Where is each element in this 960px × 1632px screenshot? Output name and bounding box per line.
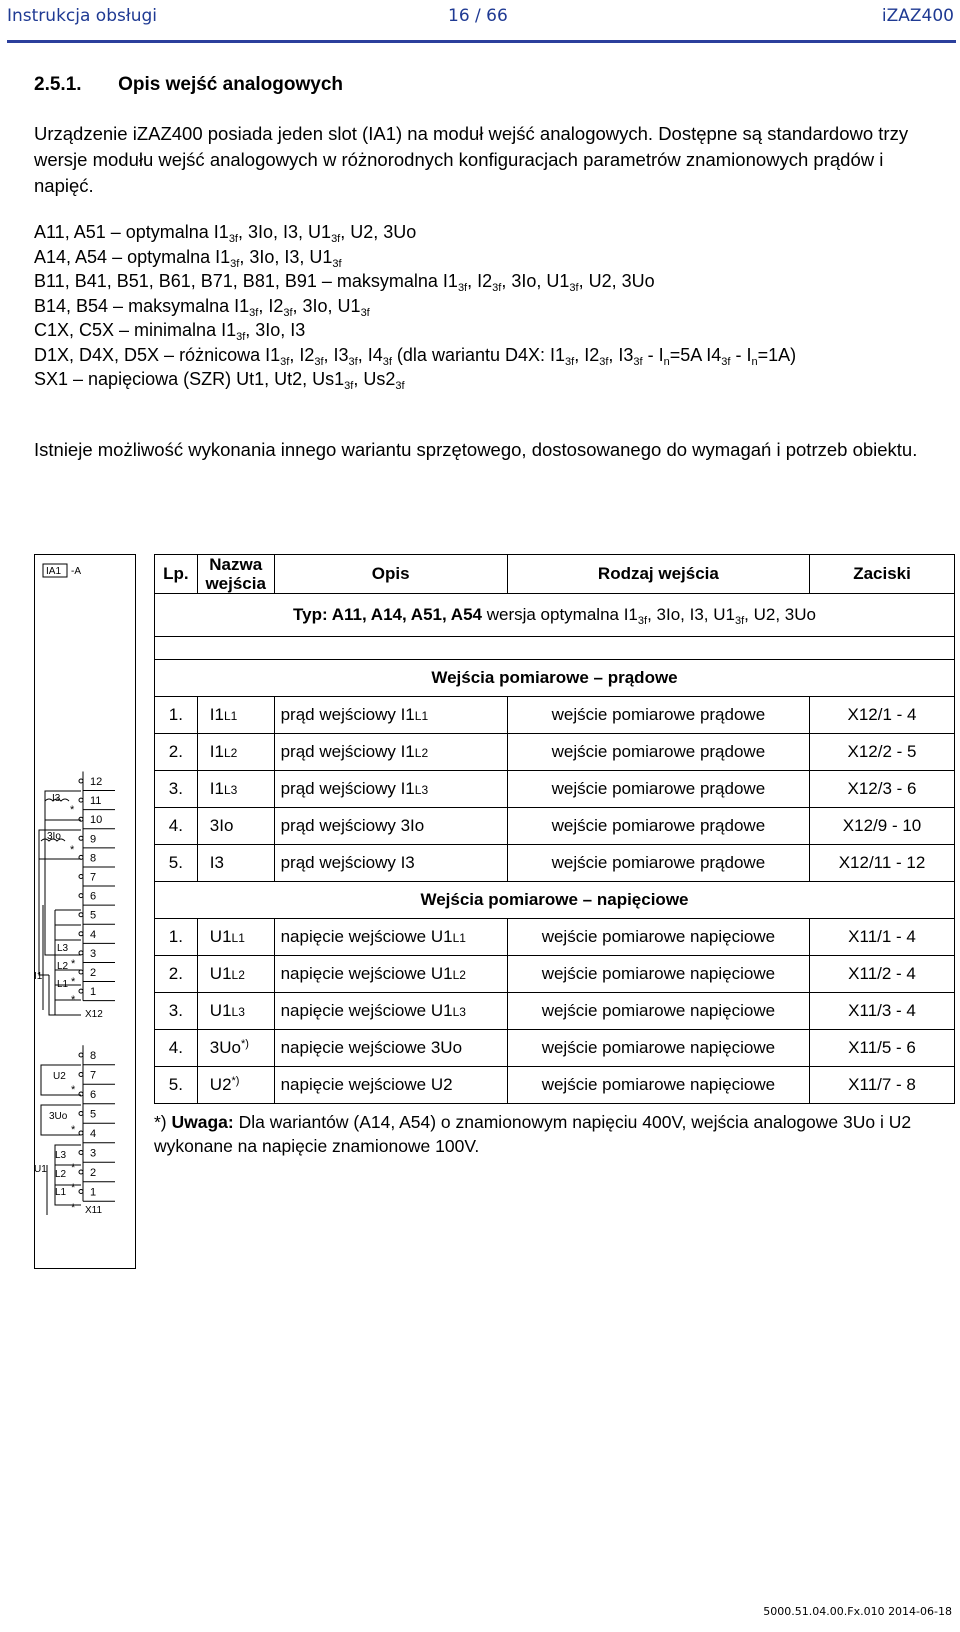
cell-lp: 2.	[155, 956, 198, 993]
header-name	[197, 555, 274, 594]
cell-zaciski: X12/11 - 12	[810, 845, 955, 882]
star-mark: *	[71, 976, 76, 988]
sub: 3f	[249, 306, 259, 319]
table-row	[155, 734, 955, 771]
terminal-number: 4	[90, 1128, 97, 1140]
star-mark: *	[70, 844, 75, 856]
opis-text: prąd wejściowy I1	[280, 779, 415, 798]
terminal-pin	[79, 875, 83, 879]
group-current-row	[155, 660, 955, 697]
opis-text: napięcie wejściowe U1	[280, 1001, 453, 1020]
text: A14, A54 – optymalna I1	[34, 246, 231, 267]
sub: 3f	[395, 380, 405, 392]
cell-rodzaj: wejście pomiarowe napięciowe	[507, 956, 809, 993]
name-superscript: *)	[240, 1038, 249, 1050]
variant-line-6	[34, 343, 954, 368]
header-product: iZAZ400	[881, 6, 954, 26]
cell-opis	[274, 845, 507, 882]
name-subscript: L1	[231, 931, 245, 945]
cell-name	[197, 697, 274, 734]
sub: n	[751, 355, 758, 368]
name-subscript: L1	[223, 709, 238, 723]
sub: 3f	[331, 233, 341, 245]
name-subscript: L2	[231, 968, 245, 982]
name-superscript: *)	[231, 1075, 240, 1087]
terminal-pin	[79, 989, 83, 993]
text: , I2	[258, 295, 284, 316]
header-opis: Opis	[274, 555, 507, 594]
terminal-pin	[79, 1053, 83, 1057]
cell-zaciski: X11/1 - 4	[810, 919, 955, 956]
star-mark: *	[71, 1202, 76, 1214]
terminal-pin	[79, 913, 83, 917]
header-lp: Lp.	[155, 555, 198, 594]
module-label: IA1	[46, 566, 62, 577]
cell-lp: 3.	[155, 993, 198, 1030]
sub: 3f	[360, 306, 370, 319]
opis-text: prąd wejściowy I1	[280, 742, 415, 761]
sub: 3f	[599, 355, 609, 368]
cell-zaciski: X12/9 - 10	[810, 808, 955, 845]
name-text: 3Io	[209, 816, 234, 835]
opis-text: napięcie wejściowe U1	[280, 927, 453, 946]
sub: 3f	[565, 355, 575, 368]
cell-rodzaj: wejście pomiarowe prądowe	[507, 697, 809, 734]
variant-line-2	[34, 245, 954, 270]
opis-subscript: L1	[452, 931, 466, 945]
terminal-number: 3	[90, 947, 97, 960]
intro-paragraph: Urządzenie iZAZ400 posiada jeden slot (IA1) na moduł wejść analogowych. Dostępne są standardowo trzy wersje modułu wejść analogowych w różnorodnych konfiguracjach parametrów znamionowych prądów i napięć.	[34, 123, 909, 196]
x11-label: X11	[85, 1205, 103, 1216]
sub: 3f	[314, 355, 324, 368]
cell-name	[197, 1067, 274, 1104]
terminal-number: 2	[90, 967, 97, 979]
cell-zaciski: X12/2 - 5	[810, 734, 955, 771]
cell-rodzaj: wejście pomiarowe prądowe	[507, 734, 809, 771]
sub: 3f	[280, 355, 290, 368]
terminal-number: 5	[90, 909, 97, 922]
text: , I2	[467, 271, 493, 291]
terminal-pin	[79, 1151, 83, 1155]
text: , 3Io, I3, U1	[239, 246, 333, 267]
table-row	[155, 956, 955, 993]
table-header-row	[155, 555, 955, 594]
cell-lp: 5.	[155, 1067, 198, 1104]
name-text: I1	[209, 779, 224, 798]
coil-label-i3: I3	[52, 793, 61, 804]
cell-opis	[274, 956, 507, 993]
cell-lp: 1.	[155, 697, 198, 734]
voltage-rows	[155, 919, 955, 1104]
terminal-number: 8	[90, 1050, 97, 1062]
star-mark: *	[71, 958, 76, 970]
cell-name	[197, 956, 274, 993]
opis-text: napięcie wejściowe U2	[280, 1075, 453, 1094]
text: , 3Io, I3, U1	[238, 222, 332, 242]
opis-text: napięcie wejściowe 3Uo	[280, 1038, 463, 1057]
type-text: wersja optymalna I1	[481, 605, 638, 624]
cell-rodzaj: wejście pomiarowe napięciowe	[507, 1030, 809, 1067]
terminal-number: 5	[90, 1108, 97, 1121]
terminal-number: 3	[90, 1147, 97, 1160]
name-text: I3	[209, 853, 224, 872]
terminal-number: 1	[90, 986, 97, 999]
cell-name	[197, 845, 274, 882]
coil-label-l2: L2	[57, 961, 69, 972]
text: , U2, 3Uo	[340, 222, 417, 242]
type-models: Typ: A11, A14, A51, A54	[293, 605, 482, 624]
group-voltage-row	[155, 882, 955, 919]
coil-label-l1: L1	[57, 979, 69, 990]
cell-name	[197, 919, 274, 956]
text: SX1 – napięciowa (SZR) Ut1, Ut2, Us1	[34, 369, 345, 389]
terminal-pin	[79, 1073, 83, 1077]
cell-lp: 4.	[155, 1030, 198, 1067]
variant-line-5	[34, 318, 954, 343]
note-paragraph: Istnieje możliwość wykonania innego wariantu sprzętowego, dostosowanego do wymagań i potrzeb obiektu.	[34, 439, 918, 460]
sub: 3f	[236, 331, 246, 343]
sub: 3f	[230, 257, 240, 270]
cell-name	[197, 993, 274, 1030]
x11-terminal-strip	[79, 1045, 115, 1201]
cell-name	[197, 1030, 274, 1067]
x12-label: X12	[85, 1009, 103, 1020]
header-doc-title: Instrukcja obsługi	[7, 6, 157, 26]
type-row	[155, 594, 955, 637]
cell-rodzaj: wejście pomiarowe prądowe	[507, 808, 809, 845]
cell-rodzaj: wejście pomiarowe napięciowe	[507, 919, 809, 956]
terminal-pin	[79, 1131, 83, 1135]
terminal-pin	[79, 779, 83, 783]
sub: 3f	[457, 282, 468, 294]
text: (dla wariantu D4X: I1	[391, 344, 566, 365]
analog-inputs-table	[154, 554, 955, 1104]
cell-opis	[274, 993, 507, 1030]
opis-text: prąd wejściowy I1	[280, 705, 415, 724]
coil-label-ul3: L3	[55, 1150, 67, 1161]
text: , I3	[323, 344, 349, 365]
cell-opis	[274, 808, 507, 845]
text: , 3Io, U1	[292, 295, 361, 316]
header-rodzaj: Rodzaj wejścia	[507, 555, 809, 594]
star-mark: *	[70, 804, 75, 816]
cell-opis	[274, 919, 507, 956]
text: , I2	[289, 344, 315, 365]
sub: 3f	[721, 355, 731, 368]
opis-text: prąd wejściowy I3	[280, 853, 415, 872]
sub: 3f	[228, 233, 238, 245]
section-title: Opis wejść analogowych	[118, 74, 344, 95]
name-subscript: L2	[223, 746, 238, 760]
cell-opis	[274, 771, 507, 808]
cell-lp: 3.	[155, 771, 198, 808]
cell-name	[197, 808, 274, 845]
table-row	[155, 1030, 955, 1067]
type-text: , U2, 3Uo	[744, 605, 816, 624]
name-subscript: L3	[223, 783, 238, 797]
header-zaciski: Zaciski	[810, 555, 955, 594]
star-mark: *	[71, 1162, 76, 1174]
terminal-number: 11	[90, 795, 102, 808]
coil-label-ul2: L2	[55, 1169, 67, 1180]
group-voltage: Wejścia pomiarowe – napięciowe	[155, 882, 955, 919]
header-rule	[7, 40, 956, 43]
sub: 3f	[734, 615, 745, 627]
table-row	[155, 919, 955, 956]
terminal-number: 1	[90, 1186, 97, 1199]
opis-text: prąd wejściowy 3Io	[280, 816, 425, 835]
page-header	[0, 0, 960, 40]
variant-line-1	[34, 220, 954, 245]
coil-label-l3: L3	[57, 943, 69, 954]
table-row	[155, 1067, 955, 1104]
terminal-pin	[79, 1170, 83, 1174]
cell-lp: 2.	[155, 734, 198, 771]
text: B11, B41, B51, B61, B71, B81, B91 – maksymalna I1	[34, 271, 458, 291]
footnote-bold: Uwaga:	[171, 1112, 234, 1132]
cell-name	[197, 771, 274, 808]
cell-rodzaj: wejście pomiarowe prądowe	[507, 771, 809, 808]
coil-label-u1: U1	[34, 1164, 47, 1175]
terminal-pin	[79, 817, 83, 821]
cell-zaciski: X11/7 - 8	[810, 1067, 955, 1104]
variant-line-3	[34, 269, 954, 294]
name-text: U1	[209, 927, 232, 946]
terminal-pin	[79, 836, 83, 840]
opis-subscript: L3	[452, 1005, 466, 1019]
header-page-number: 16 / 66	[448, 6, 508, 26]
cell-lp: 5.	[155, 845, 198, 882]
terminal-number: 7	[90, 871, 97, 884]
opis-subscript: L3	[414, 783, 429, 797]
terminal-number: 10	[90, 814, 103, 827]
text: , U2, 3Uo	[578, 271, 655, 291]
table-row	[155, 808, 955, 845]
terminal-number: 6	[90, 890, 97, 903]
text: B14, B54 – maksymalna I1	[34, 295, 250, 316]
variant-list	[34, 220, 954, 392]
type-text: , 3Io, I3, U1	[647, 605, 735, 624]
terminal-pin	[79, 1190, 83, 1194]
star-mark: *	[71, 994, 76, 1006]
sub: n	[663, 355, 670, 368]
name-text: U1	[209, 1001, 232, 1020]
footnote	[154, 1110, 944, 1158]
text: - I	[642, 344, 664, 365]
sub: 3f	[637, 615, 648, 627]
cell-rodzaj: wejście pomiarowe prądowe	[507, 845, 809, 882]
terminal-pin	[79, 894, 83, 898]
sub: 3f	[348, 355, 358, 368]
sub: 3f	[382, 355, 392, 368]
text: , 3Io, U1	[501, 271, 570, 291]
spacer-cell	[155, 637, 955, 660]
sub: 3f	[492, 282, 502, 294]
terminal-number: 4	[90, 928, 97, 941]
text: , Us2	[353, 369, 396, 389]
x12-terminal-strip	[79, 771, 115, 1000]
cell-opis	[274, 1067, 507, 1104]
footnote-text: Dla wariantów (A14, A54) o znamionowym napięciu 400V, wejścia analogowe 3Uo i U2 wykonane na napięcie znamionowe 100V.	[154, 1112, 912, 1156]
type-cell	[155, 594, 955, 637]
terminal-pin	[79, 798, 83, 802]
wiring-diagram-svg	[35, 555, 137, 1270]
header-name-text: Nazwa wejścia	[205, 555, 266, 593]
star-mark: *	[71, 1182, 76, 1194]
terminal-number: 6	[90, 1089, 97, 1101]
text: D1X, D4X, D5X – różnicowa I1	[34, 344, 281, 365]
variant-line-7	[34, 367, 954, 392]
section-number: 2.5.1.	[34, 74, 82, 95]
cell-zaciski: X11/3 - 4	[810, 993, 955, 1030]
name-text: I1	[209, 742, 224, 761]
terminal-pin	[79, 951, 83, 955]
coil-label-3io: 3Io	[47, 831, 61, 842]
variant-line-4	[34, 294, 954, 319]
cell-zaciski: X12/3 - 6	[810, 771, 955, 808]
cell-name	[197, 734, 274, 771]
cell-lp: 1.	[155, 919, 198, 956]
current-rows	[155, 697, 955, 882]
cell-zaciski: X11/2 - 4	[810, 956, 955, 993]
text: =1A)	[757, 344, 797, 365]
star-mark: *	[71, 1084, 76, 1096]
terminal-number: 7	[90, 1069, 97, 1082]
text: , I4	[357, 344, 383, 365]
opis-subscript: L1	[414, 709, 429, 723]
sub: 3f	[569, 282, 579, 294]
text: =5A I4	[669, 344, 722, 365]
cell-zaciski: X12/1 - 4	[810, 697, 955, 734]
group-current: Wejścia pomiarowe – prądowe	[155, 660, 955, 697]
terminal-number: 12	[90, 776, 103, 788]
cell-opis	[274, 734, 507, 771]
sub: 3f	[332, 257, 342, 270]
text: , I2	[574, 344, 600, 365]
text: C1X, C5X – minimalna I1	[34, 320, 237, 340]
text: A11, A51 – optymalna I1	[34, 222, 229, 242]
page-footer: 5000.51.04.00.Fx.010 2014-06-18	[763, 1605, 952, 1618]
star-mark: *	[71, 1124, 76, 1136]
table-row	[155, 993, 955, 1030]
name-text: U2	[209, 1075, 232, 1094]
sub: 3f	[344, 380, 354, 392]
sub: 3f	[283, 306, 293, 319]
terminal-pin	[79, 1112, 83, 1116]
terminal-number: 2	[90, 1167, 97, 1179]
coil-label-u2: U2	[53, 1071, 66, 1082]
table-row	[155, 697, 955, 734]
name-text: I1	[209, 705, 224, 724]
text: , I3	[608, 344, 634, 365]
table-row	[155, 845, 955, 882]
spacer-row	[155, 637, 955, 660]
cell-rodzaj: wejście pomiarowe napięciowe	[507, 1067, 809, 1104]
text: , 3Io, I3	[245, 320, 306, 340]
cell-opis	[274, 697, 507, 734]
cell-opis	[274, 1030, 507, 1067]
table-row	[155, 771, 955, 808]
name-text: 3Uo	[209, 1038, 241, 1057]
wiring-diagram	[34, 554, 136, 1269]
name-subscript: L3	[231, 1005, 245, 1019]
cell-zaciski: X11/5 - 6	[810, 1030, 955, 1067]
opis-subscript: L2	[452, 968, 466, 982]
terminal-number: 8	[90, 852, 97, 865]
opis-text: napięcie wejściowe U1	[280, 964, 453, 983]
terminal-pin	[79, 932, 83, 936]
text: - I	[730, 344, 752, 365]
cell-lp: 4.	[155, 808, 198, 845]
terminal-pin	[79, 970, 83, 974]
name-text: U1	[209, 964, 232, 983]
terminal-number: 9	[90, 833, 97, 846]
coil-label-i1: I1	[34, 971, 43, 982]
footnote-mark: *)	[154, 1112, 172, 1132]
coil-label-3uo: 3Uo	[49, 1111, 68, 1122]
sub: 3f	[633, 355, 643, 368]
coil-label-ul1: L1	[55, 1187, 67, 1198]
module-suffix: -A	[71, 566, 81, 577]
cell-rodzaj: wejście pomiarowe napięciowe	[507, 993, 809, 1030]
opis-subscript: L2	[414, 746, 429, 760]
section-heading	[34, 74, 343, 96]
